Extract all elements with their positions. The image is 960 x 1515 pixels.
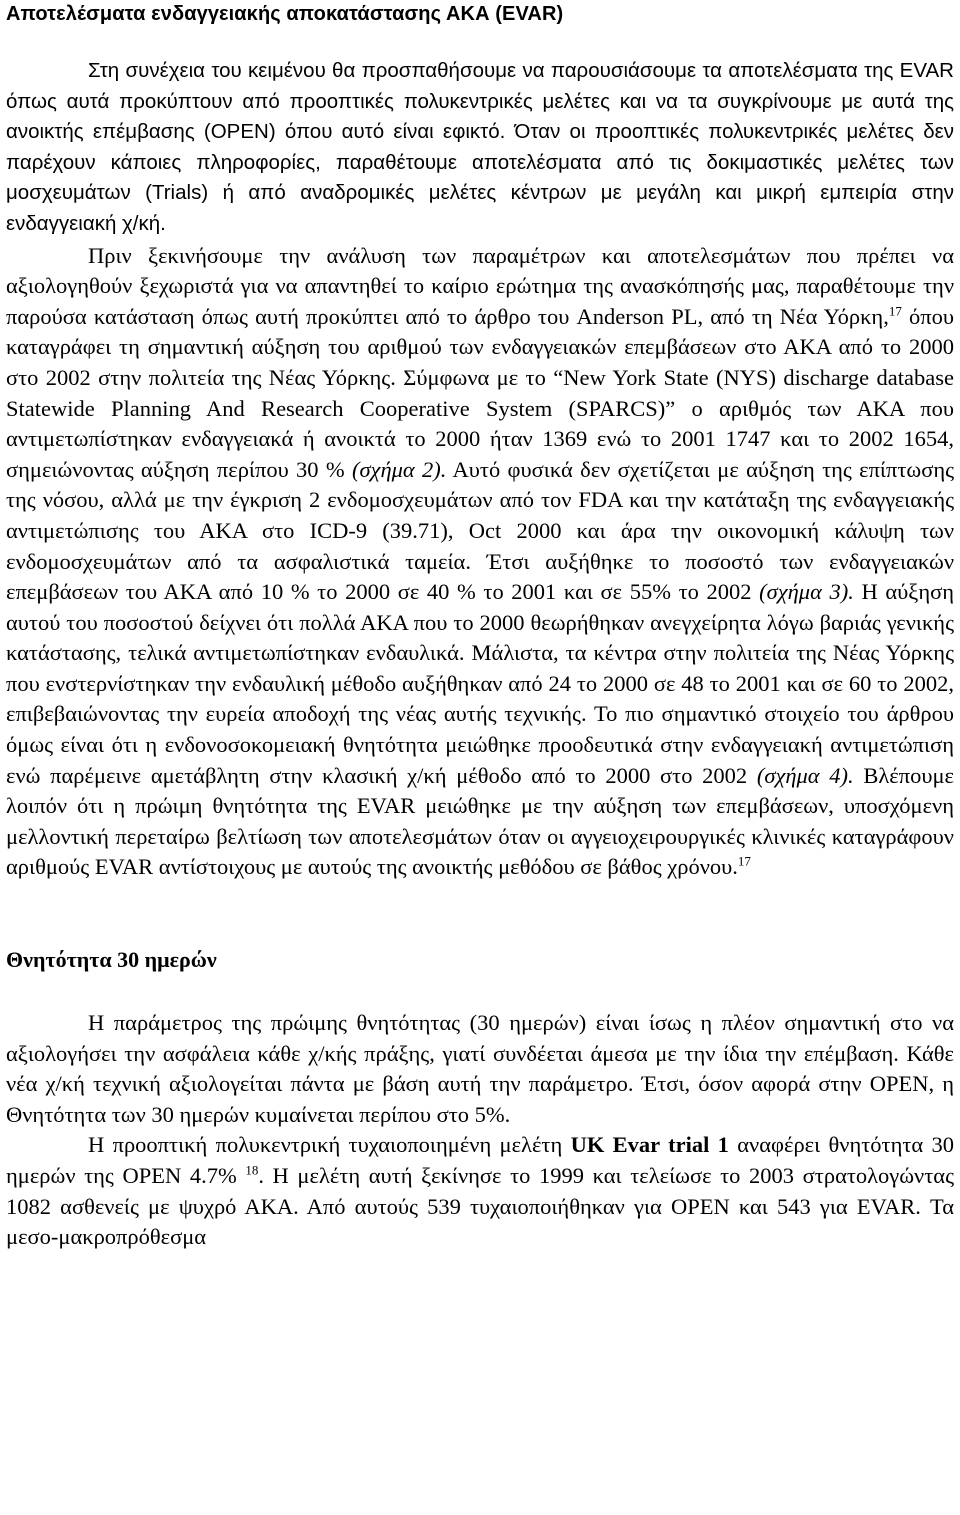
- paragraph-early-mortality: [6, 1008, 954, 1130]
- paragraph-uk-evar-b: αναφέρει θνητότητα 30 ημερών της OPEN 4.7%: [6, 1132, 955, 1188]
- paragraph-early-mortality-text: Η παράμετρος της πρώιμης θνητότητας (30 ημερών) είναι ίσως η πλέον σημαντική στο να αξιολογήσει την ασφάλεια κάθε χ/κής πράξης, γιατί συνδέεται άμεσα με την ίδια την επέμβαση. Κάθε νέα χ/κή τεχνική αξιολογείται πάντα με βάση αυτή την παράμετρο. Έτσι, όσον αφορά στην OPEN, η Θνητότητα των 30 ημερών κυμαίνεται περίπου στο 5%.: [6, 1010, 954, 1127]
- paragraph-anderson-d: Η αύξηση αυτού του ποσοστού δείχνει ότι πολλά ΑΚΑ που το 2000 θεωρήθηκαν ανεγχείρητα λόγω βαριάς γενικής κατάστασης, τελικά αντιμετωπίστηκαν ενδαυλικά. Μάλιστα, τα κέντρα στην πολιτεία της Νέας Υόρκης που ενστερνίστηκαν την ενδαυλική μέθοδο αυξήθηκαν από 24 το 2000 σε 48 το 2001 και σε 60 το 2002, επιβεβαιώνοντας την ευρεία αποδοχή της νέας αυτής τεχνικής. Το πιο σημαντικό στοιχείο του άρθρου όμως είναι ότι η ενδονοσοκομειακή θνητότητα μειώθηκε προοδευτικά στην ενδαγγειακή αντιμετώπιση ενώ παρέμεινε αμετάβλητη στην κλασική χ/κή μέθοδο από το 2000 στο 2002: [6, 579, 955, 788]
- paragraph-anderson-b: όπου καταγράφει τη σημαντική αύξηση του αριθμού των ενδαγγειακών επεμβάσεων στο ΑΚΑ από το 2000 στο 2002 στην πολιτεία της Νέας Υόρκης. Σύμφωνα με το “New York State (NYS) discharge database Statewide Planning And Research Cooperative System (SPARCS)” ο αριθμός των ΑΚΑ που αντιμετωπίστηκαν ενδαγγειακά ή ανοικτά το 2000 ήταν 1369 ενώ το 2001 1747 και το 2002 1654, σημειώνοντας αύξηση περίπου 30 %: [6, 303, 955, 482]
- section-heading-30day-mortality: Θνητότητα 30 ημερών: [6, 947, 217, 973]
- trial-name: UK Evar trial 1: [570, 1132, 729, 1158]
- paragraph-uk-evar: [6, 1130, 954, 1252]
- paragraph-anderson-a: Πριν ξεκινήσουμε την ανάλυση των παραμέτρων και αποτελεσμάτων που πρέπει να αξιολογηθούν ξεχωριστά για να απαντηθεί το καίριο ερώτημα της ανασκόπησής μας, παραθέτουμε την παρούσα κατάσταση όπως αυτή προκύπτει από το άρθρο του Anderson PL, από τη Νέα Υόρκη,: [6, 242, 954, 329]
- paragraph-intro-text: Στη συνέχεια του κειμένου θα προσπαθήσουμε να παρουσιάσουμε τα αποτελέσματα της EVAR όπως αυτά προκύπτουν από προοπτικές πολυκεντρικές μελέτες και να τα συγκρίνουμε με αυτά της ανοικτής επέμβασης (OPEN) όπου αυτό είναι εφικτό. Όταν οι προοπτικές πολυκεντρικές μελέτες δεν παρέχουν κάποιες πληροφορίες, παραθέτουμε αποτελέσματα από τις δοκιμαστικές μελέτες των μοσχευμάτων (Trials) ή από αναδρομικές μελέτες κέντρων με μεγάλη και μικρή εμπειρία στην ενδαγγειακή χ/κή.: [6, 59, 954, 235]
- paragraph-anderson-c: Αυτό φυσικά δεν σχετίζεται με αύξηση της επίπτωσης της νόσου, αλλά με την έγκριση 2 ενδομοσχευμάτων από τον FDA και την κατάταξη της ενδαγγειακής αντιμετώπισης του ΑΚΑ στο ICD-9 (39.71), Oct 2000 και άρα την οικονομική κάλυψη των ενδομοσχευμάτων από τα ασφαλιστικά ταμεία. Έτσι αυξήθηκε το ποσοστό των ενδαγγειακών επεμβάσεων του ΑΚΑ από 10 % το 2000 σε 40 % το 2001 και σε 55% το 2002: [6, 456, 954, 605]
- paragraph-intro: [6, 56, 954, 240]
- paragraph-anderson-e: Βλέπουμε λοιπόν ότι η πρώιμη θνητότητα της EVAR μειώθηκε με την αύξηση των επεμβάσεων, υποσχόμενη μελλοντική περεταίρω βελτίωση των αποτελεσμάτων όταν οι αγγειοχειρουργικές κλινικές καταγράφουν αριθμούς EVAR αντίστοιχους με αυτούς της ανοικτής μεθόδου σε βάθος χρόνου.: [6, 762, 954, 880]
- citation-17-a: 17: [888, 303, 902, 319]
- document-title: Αποτελέσματα ενδαγγειακής αποκατάστασης ΑΚΑ (EVAR): [6, 3, 564, 25]
- citation-18: 18: [245, 1162, 259, 1178]
- paragraph-anderson: [6, 241, 954, 883]
- document-page: [6, 0, 954, 1253]
- citation-17-b: 17: [737, 853, 751, 869]
- paragraph-uk-evar-c: . Η μελέτη αυτή ξεκίνησε το 1999 και τελείωσε το 2003 στρατολογώντας 1082 ασθενείς με ψυχρό ΑΚΑ. Από αυτούς 539 τυχαιοποιήθηκαν για OPEN και 543 για EVAR. Τα μεσο-μακροπρόθεσμα: [6, 1163, 954, 1250]
- figure-3-reference: (σχήμα 3).: [759, 579, 854, 605]
- paragraph-uk-evar-a: Η προοπτική πολυκεντρική τυχαιοποιημένη μελέτη: [88, 1132, 571, 1158]
- figure-4-reference: (σχήμα 4).: [756, 762, 854, 788]
- figure-2-reference: (σχήμα 2).: [351, 456, 447, 482]
